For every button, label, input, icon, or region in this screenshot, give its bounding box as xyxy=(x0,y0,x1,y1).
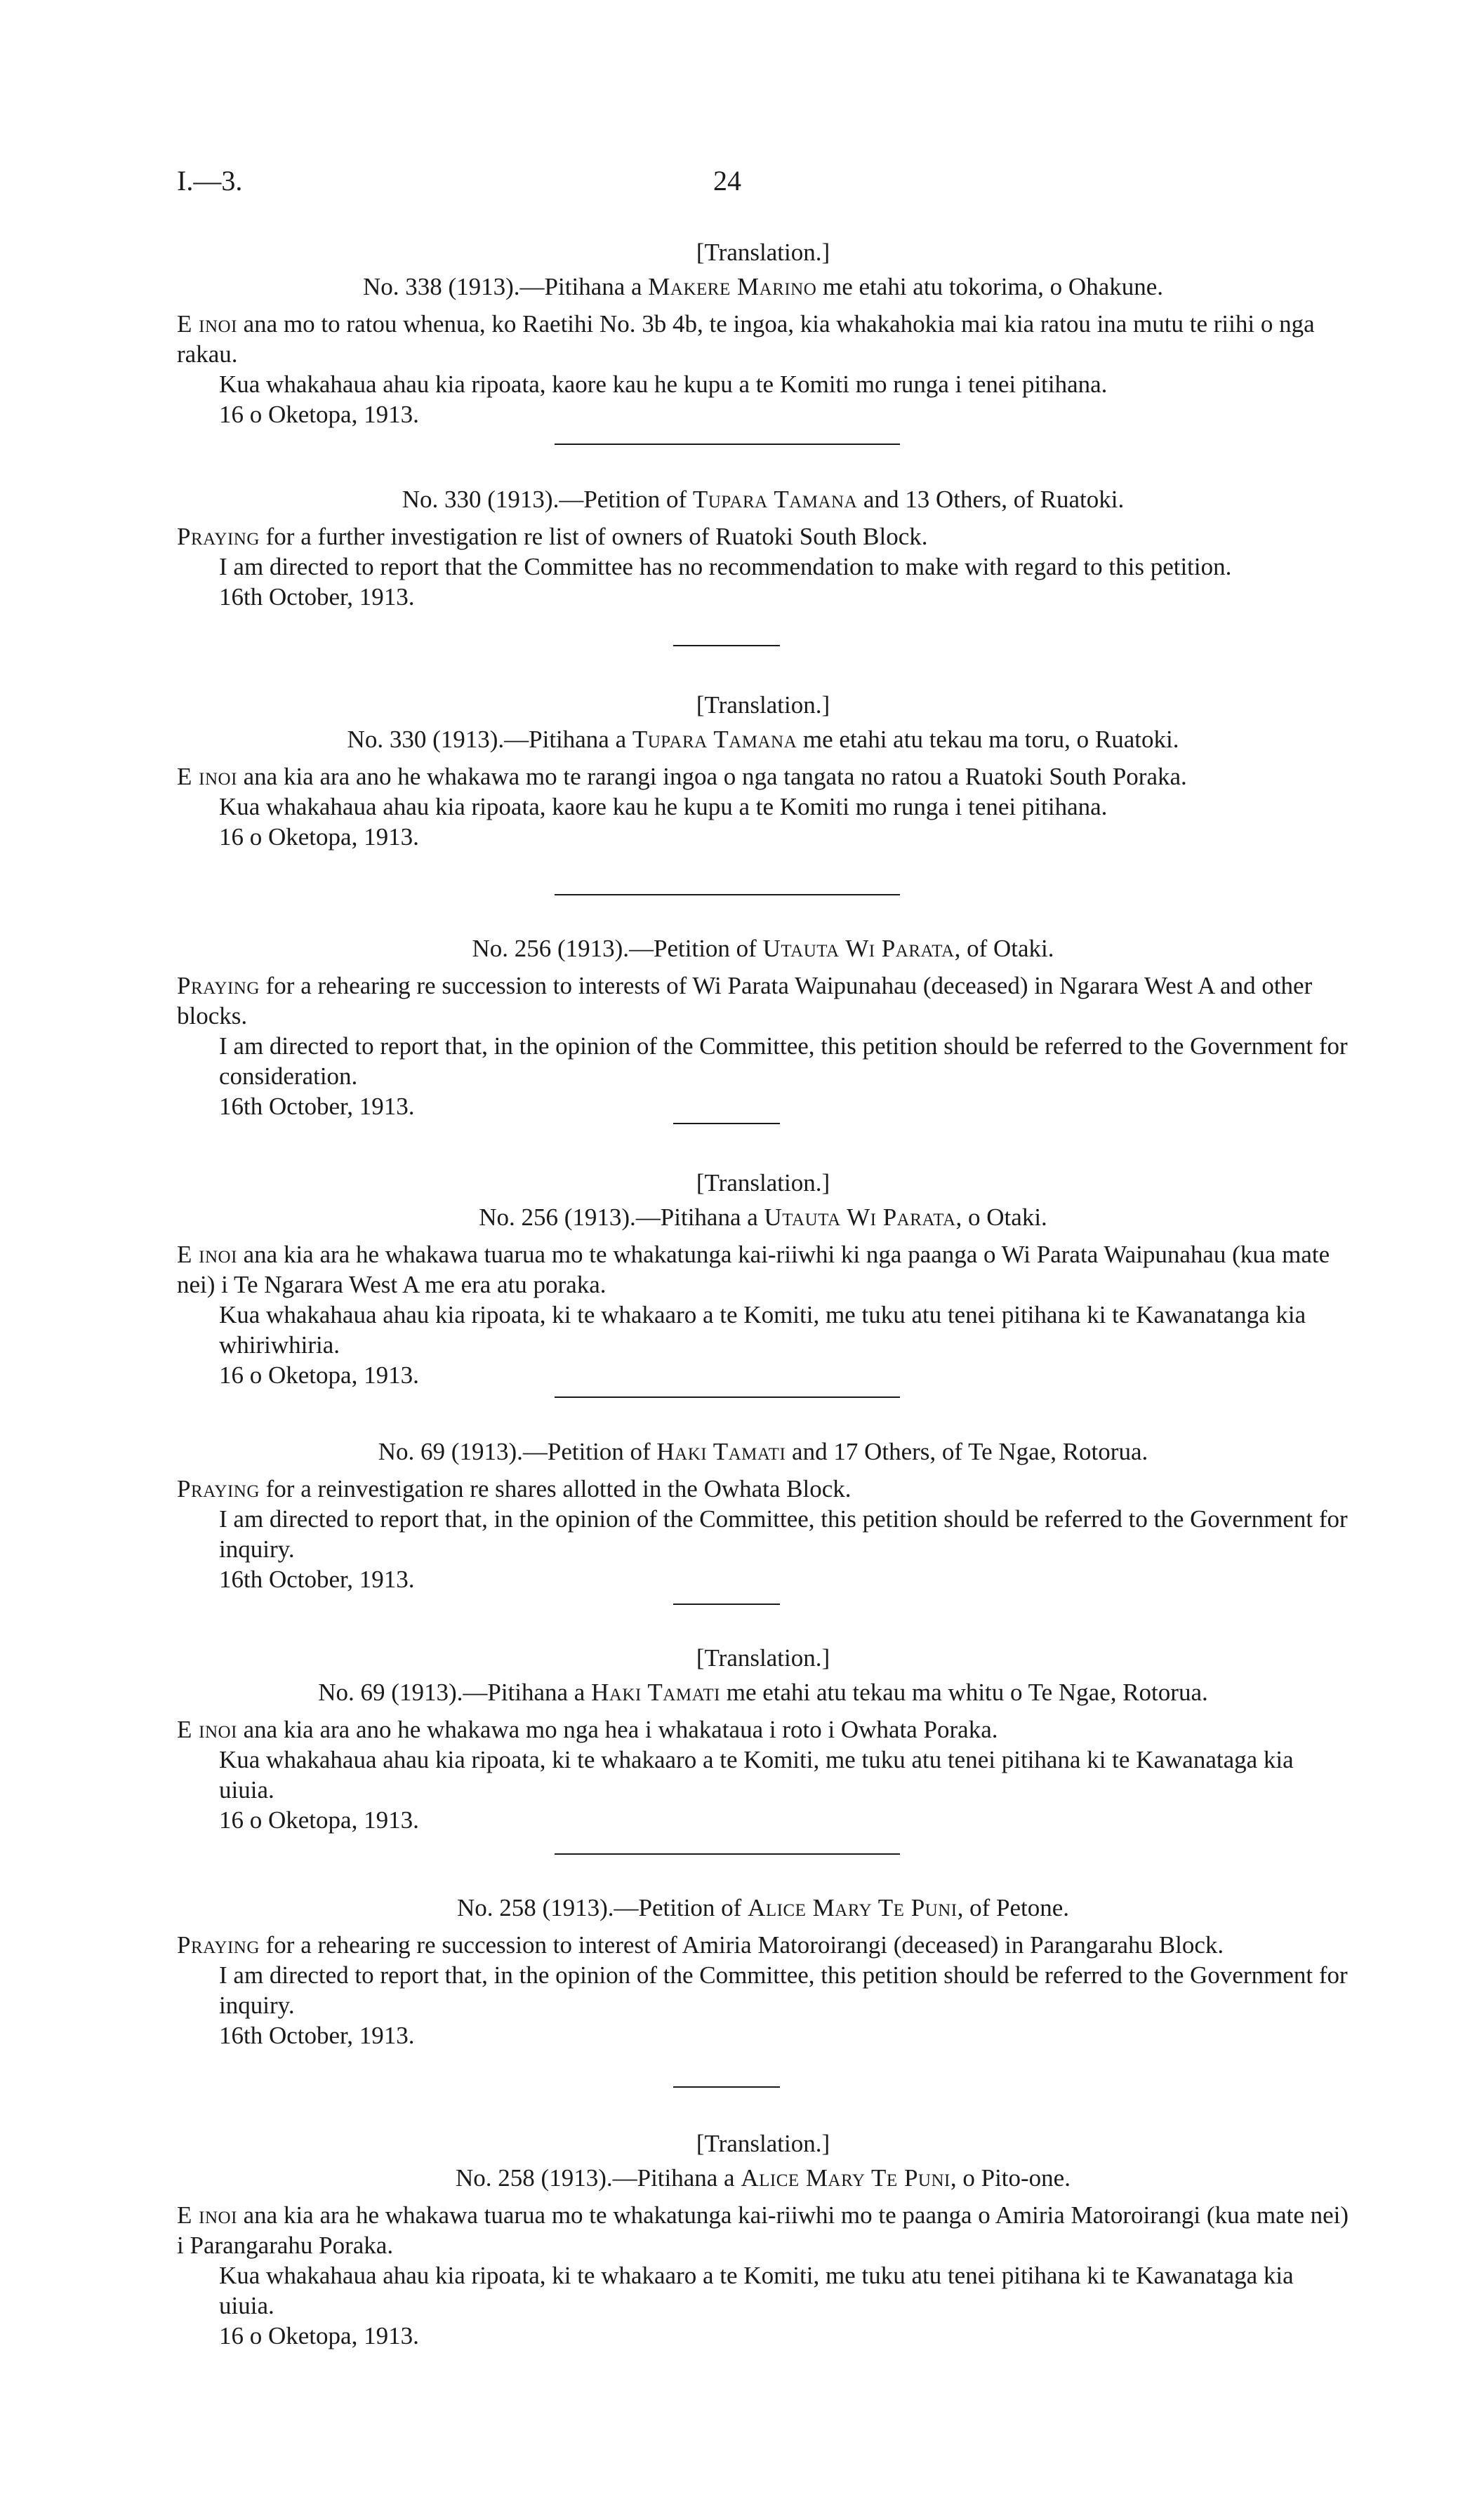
section-divider xyxy=(555,1396,900,1398)
petitioner-name: Makere Marino xyxy=(648,273,817,300)
report-date: 16 o Oketopa, 1913. xyxy=(219,823,419,851)
petition-prayer: Praying for a reinvestigation re shares allotted in the Owhata Block. xyxy=(177,1475,852,1502)
committee-report: Kua whakahaua ahau kia ripoata, ki te whakaaro a te Komiti, me tuku atu tenei pitihana ki te Kawanataga kia uiuia. xyxy=(219,2262,1294,2319)
section-divider xyxy=(555,444,900,445)
petition-prayer: E inoi ana kia ara ano he whakawa mo nga hea i whakataua i roto i Owhata Poraka. xyxy=(177,1716,998,1743)
petitioner-name: Haki Tamati xyxy=(656,1438,786,1465)
report-date: 16th October, 1913. xyxy=(219,1093,415,1120)
committee-report: I am directed to report that the Committee has no recommendation to make with regard to this petition. xyxy=(219,553,1232,580)
committee-report: I am directed to report that, in the opinion of the Committee, this petition should be referred to the Government for inquiry. xyxy=(219,1961,1348,2019)
petition-prayer: E inoi ana kia ara he whakawa tuarua mo te whakatunga kai-riiwhi mo te paanga o Amiria Matoroirangi (kua mate nei) i Parangarahu Poraka. xyxy=(177,2201,1349,2259)
petition-prayer: E inoi ana mo to ratou whenua, ko Raetihi No. 3b 4b, te ingoa, kia whakahokia mai kia ratou ina mutu te riihi o nga rakau. xyxy=(177,310,1315,368)
petition-section xyxy=(177,2128,1349,2351)
report-date: 16 o Oketopa, 1913. xyxy=(219,1806,419,1834)
petition-section xyxy=(177,1643,1349,1835)
petition-prayer: Praying for a rehearing re succession to interest of Amiria Matoroirangi (deceased) in Parangarahu Block. xyxy=(177,1931,1224,1959)
committee-report: Kua whakahaua ahau kia ripoata, ki te whakaaro a te Komiti, me tuku atu tenei pitihana ki te Kawanatanga kia whiriwhiria. xyxy=(219,1301,1306,1359)
petition-title: No. 258 (1913).—Petition of Alice Mary Te Puni, of Petone. xyxy=(456,1894,1070,1921)
translation-label: [Translation.] xyxy=(696,1644,830,1672)
petition-title: No. 69 (1913).—Pitihana a Haki Tamati me etahi atu tekau ma whitu o Te Ngae, Rotorua. xyxy=(318,1679,1208,1706)
report-date: 16 o Oketopa, 1913. xyxy=(219,401,419,428)
committee-report: Kua whakahaua ahau kia ripoata, ki te whakaaro a te Komiti, me tuku atu tenei pitihana ki te Kawanataga kia uiuia. xyxy=(219,1746,1294,1804)
petition-section xyxy=(177,237,1349,429)
committee-report: I am directed to report that, in the opinion of the Committee, this petition should be referred to the Government for consideration. xyxy=(219,1032,1348,1090)
petitioner-name: Utauta Wi Parata xyxy=(764,1204,956,1231)
petitioner-name: Alice Mary Te Puni xyxy=(741,2164,950,2192)
petition-title: No. 256 (1913).—Pitihana a Utauta Wi Parata, o Otaki. xyxy=(479,1204,1047,1231)
translation-label: [Translation.] xyxy=(696,2130,830,2157)
petitioner-name: Haki Tamati xyxy=(591,1679,720,1706)
petition-prayer: E inoi ana kia ara ano he whakawa mo te rarangi ingoa o nga tangata no ratou a Ruatoki South Poraka. xyxy=(177,763,1187,790)
petition-title: No. 256 (1913).—Petition of Utauta Wi Parata, of Otaki. xyxy=(472,935,1054,962)
report-date: 16th October, 1913. xyxy=(219,2022,415,2049)
petition-section xyxy=(177,484,1349,612)
petitioner-name: Utauta Wi Parata xyxy=(762,935,955,962)
committee-report: Kua whakahaua ahau kia ripoata, kaore kau he kupu a te Komiti mo runga i tenei pitihana. xyxy=(219,793,1108,820)
document-code: I.—3. xyxy=(177,165,243,196)
petition-prayer: Praying for a rehearing re succession to interests of Wi Parata Waipunahau (deceased) in Ngarara West A and other blocks. xyxy=(177,972,1313,1029)
petition-prayer: E inoi ana kia ara he whakawa tuarua mo te whakatunga kai-riiwhi ki nga paanga o Wi Parata Waipunahau (kua mate nei) i Te Ngarara West A me era atu poraka. xyxy=(177,1241,1330,1298)
petition-title: No. 330 (1913).—Pitihana a Tupara Tamana me etahi atu tekau ma toru, o Ruatoki. xyxy=(347,726,1179,753)
petition-section xyxy=(177,933,1349,1121)
report-date: 16th October, 1913. xyxy=(219,583,415,611)
section-divider xyxy=(673,645,780,646)
petitioner-name: Tupara Tamana xyxy=(632,726,797,753)
section-divider xyxy=(673,1123,780,1124)
translation-label: [Translation.] xyxy=(696,1169,830,1196)
translation-label: [Translation.] xyxy=(696,239,830,266)
translation-label: [Translation.] xyxy=(696,691,830,719)
petition-section xyxy=(177,690,1349,852)
petition-section xyxy=(177,1436,1349,1594)
petition-prayer: Praying for a further investigation re list of owners of Ruatoki South Block. xyxy=(177,523,928,550)
petitioner-name: Tupara Tamana xyxy=(692,486,858,513)
section-divider xyxy=(673,1604,780,1605)
report-date: 16 o Oketopa, 1913. xyxy=(219,1361,419,1389)
petition-title: No. 69 (1913).—Petition of Haki Tamati and 17 Others, of Te Ngae, Rotorua. xyxy=(378,1438,1148,1465)
committee-report: I am directed to report that, in the opinion of the Committee, this petition should be referred to the Government for inquiry. xyxy=(219,1505,1348,1563)
section-divider xyxy=(555,894,900,895)
petition-title: No. 258 (1913).—Pitihana a Alice Mary Te Puni, o Pito-one. xyxy=(456,2164,1071,2192)
report-date: 16 o Oketopa, 1913. xyxy=(219,2322,419,2349)
petition-title: No. 338 (1913).—Pitihana a Makere Marino me etahi atu tokorima, o Ohakune. xyxy=(362,273,1164,300)
petitioner-name: Alice Mary Te Puni xyxy=(748,1894,958,1921)
report-date: 16th October, 1913. xyxy=(219,1566,415,1593)
petition-title: No. 330 (1913).—Petition of Tupara Tamana and 13 Others, of Ruatoki. xyxy=(402,486,1125,513)
petition-section xyxy=(177,1893,1349,2051)
section-divider xyxy=(673,2086,780,2088)
section-divider xyxy=(555,1853,900,1855)
petition-section xyxy=(177,1168,1349,1390)
committee-report: Kua whakahaua ahau kia ripoata, kaore kau he kupu a te Komiti mo runga i tenei pitihana. xyxy=(219,371,1108,398)
page-number: 24 xyxy=(713,165,741,196)
